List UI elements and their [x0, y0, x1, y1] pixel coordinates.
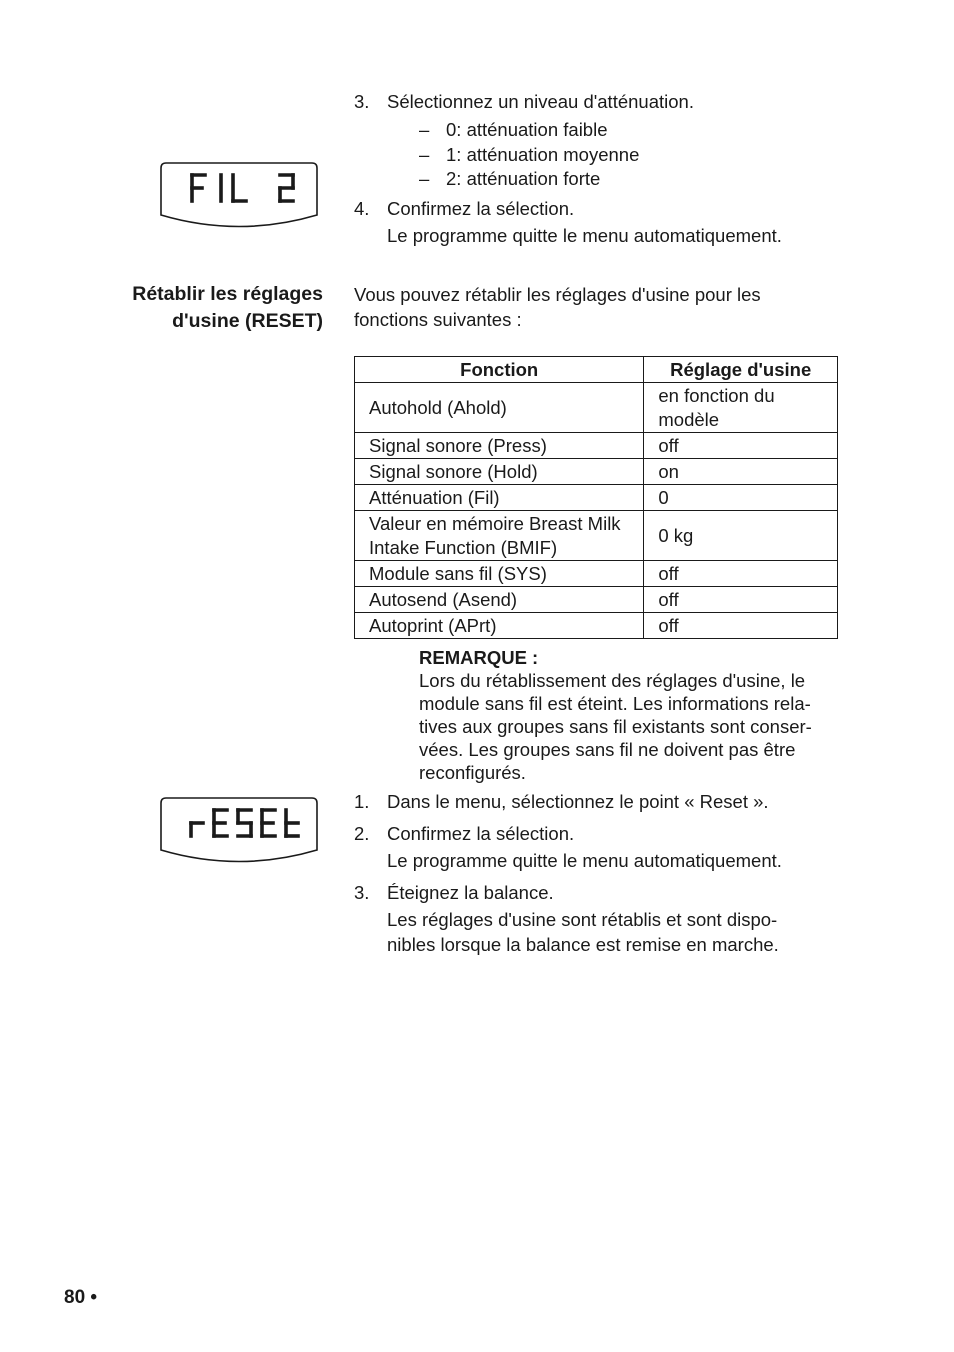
step-3-number: 3.: [354, 91, 370, 112]
reset-step-3-number: 3.: [354, 882, 370, 903]
section-heading-line-2: d'usine (RESET): [172, 310, 323, 332]
cell-reglage: off: [644, 587, 838, 613]
cell-fonction: Autosend (Asend): [355, 587, 644, 613]
note-line: tives aux groupes sans fil existants sont conser-: [419, 716, 812, 737]
step-3-text: Sélectionnez un niveau d'atténuation.: [387, 91, 694, 112]
step-4-subtext: Le programme quitte le menu automatiquement.: [387, 225, 782, 246]
lcd-display-reset: [159, 797, 319, 863]
cell-fonction-line: Valeur en mémoire Breast Milk: [369, 512, 621, 534]
cell-reglage: 0 kg: [644, 511, 838, 561]
note-title: REMARQUE :: [419, 647, 539, 668]
note-line: reconfigurés.: [419, 762, 526, 783]
table-row: [355, 383, 838, 433]
table-row: [355, 433, 838, 459]
section-heading-line-1: Rétablir les réglages: [132, 283, 323, 305]
reset-step-1-text: Dans le menu, sélectionnez le point « Reset ».: [387, 791, 769, 812]
table-row: [355, 561, 838, 587]
cell-fonction: [355, 511, 644, 561]
cell-reglage: off: [644, 561, 838, 587]
option-dash: –: [419, 168, 430, 189]
option-text: 2: atténuation forte: [446, 168, 601, 189]
note-line: Lors du rétablissement des réglages d'usine, le: [419, 670, 806, 691]
reset-step-2-text: Confirmez la sélection.: [387, 823, 575, 844]
step-4-number: 4.: [354, 198, 370, 219]
intro-line-2: fonctions suivantes :: [354, 309, 522, 330]
reset-step-2-number: 2.: [354, 823, 370, 844]
column-header-reglage: Réglage d'usine: [644, 357, 838, 383]
lcd-reset-illustration: [159, 797, 319, 863]
cell-fonction: Autohold (Ahold): [355, 383, 644, 433]
cell-fonction: Signal sonore (Press): [355, 433, 644, 459]
table-header-row: [355, 357, 838, 383]
option-text: 0: atténuation faible: [446, 119, 608, 140]
table-row: [355, 511, 838, 561]
cell-reglage: on: [644, 459, 838, 485]
note-line: module sans fil est éteint. Les informations rela-: [419, 693, 811, 714]
reset-step-1-number: 1.: [354, 791, 370, 812]
cell-fonction: Signal sonore (Hold): [355, 459, 644, 485]
lcd-fil2-illustration: [159, 162, 319, 228]
cell-reglage-line: en fonction du: [658, 384, 775, 406]
page-number: 80 •: [64, 1287, 98, 1308]
cell-reglage: off: [644, 433, 838, 459]
table-row: [355, 587, 838, 613]
reset-step-2-subtext: Le programme quitte le menu automatiquement.: [387, 850, 782, 871]
reset-step-3-subtext: nibles lorsque la balance est remise en marche.: [387, 934, 779, 955]
intro-line-1: Vous pouvez rétablir les réglages d'usine pour les: [354, 284, 761, 305]
table-row: [355, 613, 838, 639]
option-text: 1: atténuation moyenne: [446, 144, 640, 165]
cell-reglage: [644, 383, 838, 433]
cell-reglage: 0: [644, 485, 838, 511]
column-header-fonction: Fonction: [355, 357, 644, 383]
cell-fonction: Autoprint (APrt): [355, 613, 644, 639]
cell-fonction: Module sans fil (SYS): [355, 561, 644, 587]
cell-fonction-line: Intake Function (BMIF): [369, 536, 558, 558]
table-row: [355, 485, 838, 511]
reset-step-3-subtext: Les réglages d'usine sont rétablis et sont dispo-: [387, 909, 778, 930]
section-heading: [60, 281, 323, 335]
table-row: [355, 459, 838, 485]
cell-reglage: off: [644, 613, 838, 639]
reset-step-3-text: Éteignez la balance.: [387, 882, 554, 903]
cell-reglage-line: modèle: [658, 408, 720, 430]
cell-fonction: Atténuation (Fil): [355, 485, 644, 511]
option-dash: –: [419, 144, 430, 165]
note-line: vées. Les groupes sans fil ne doivent pas être: [419, 739, 796, 760]
option-dash: –: [419, 119, 430, 140]
step-4-text: Confirmez la sélection.: [387, 198, 575, 219]
lcd-display-fil2: [159, 162, 319, 228]
note-block: [419, 646, 844, 784]
factory-settings-table: [354, 356, 838, 639]
